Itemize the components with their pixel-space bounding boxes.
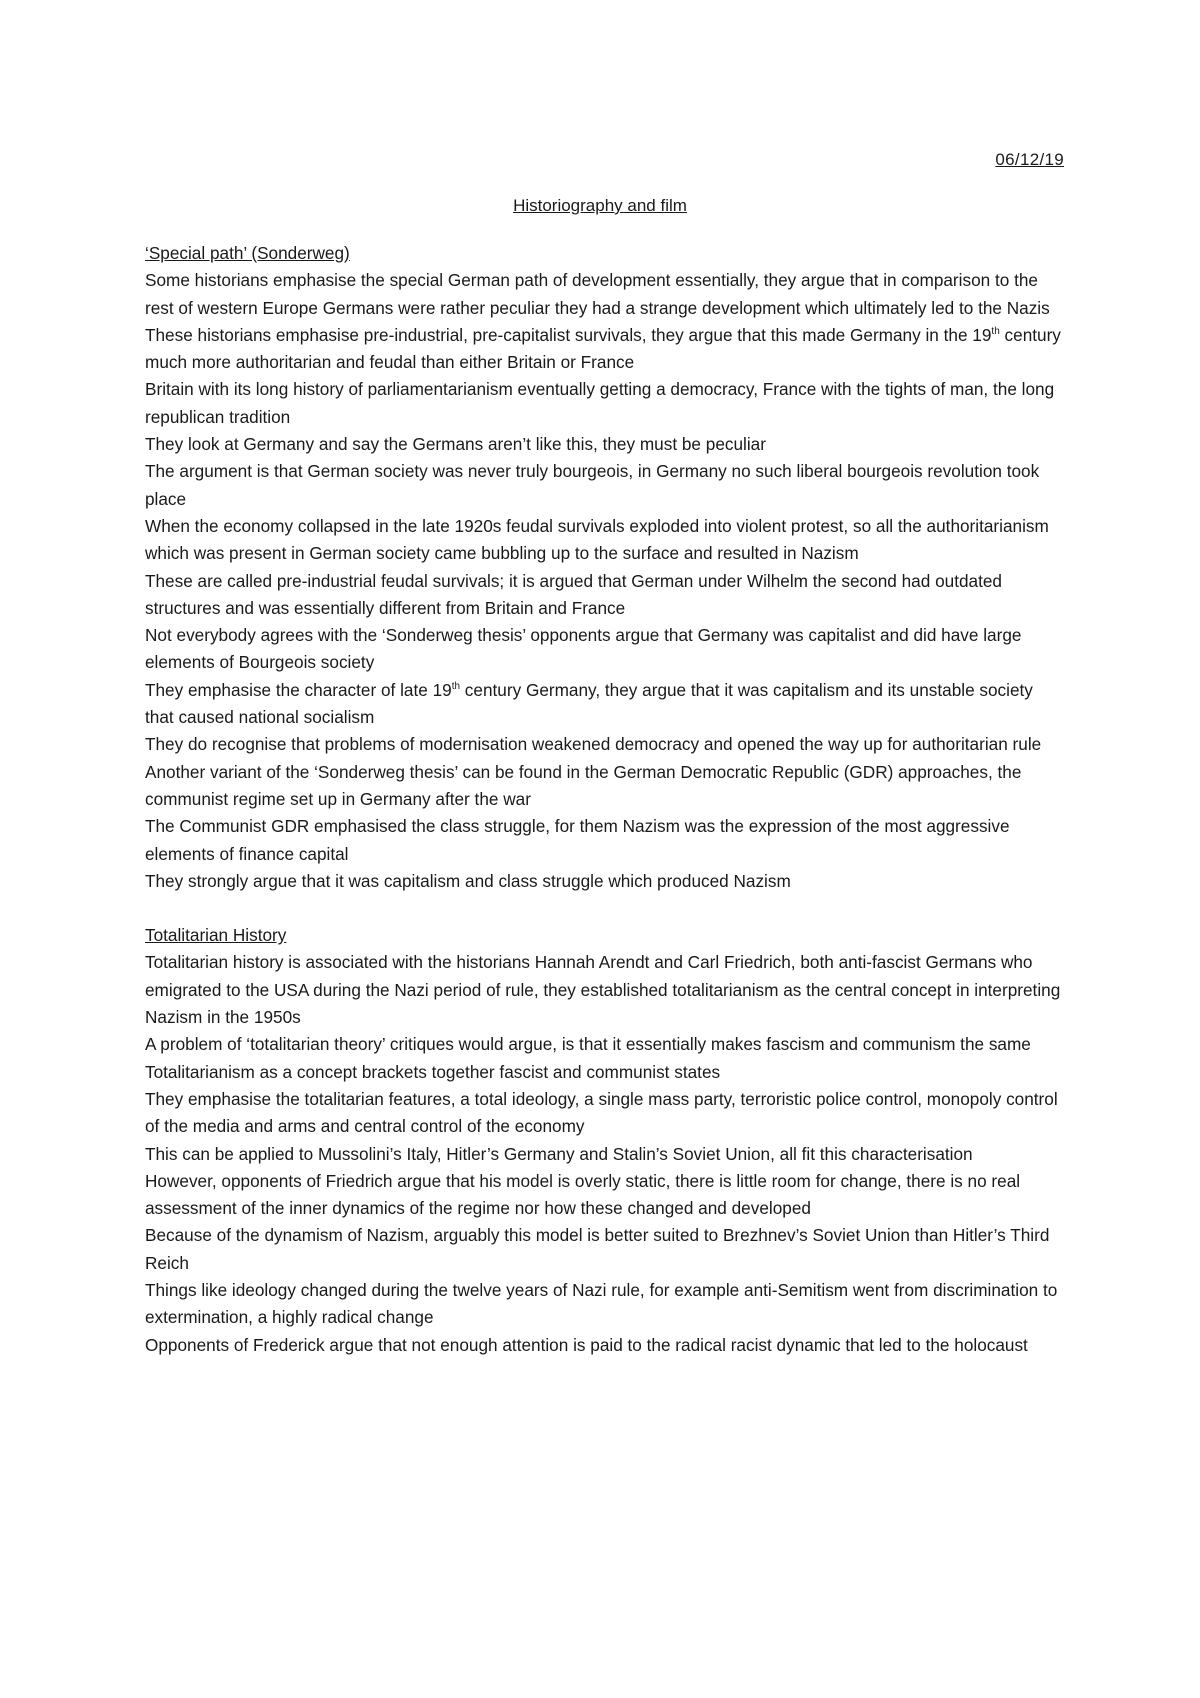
body-paragraph: They do recognise that problems of modernisation weakened democracy and opened the way up for authoritarian rule bbox=[145, 734, 1042, 755]
body-paragraph: Because of the dynamism of Nazism, arguably this model is better suited to Brezhnev’s Soviet Union than Hitler’s Third Reich bbox=[145, 1225, 1050, 1273]
body-paragraph: This can be applied to Mussolini’s Italy, Hitler’s Germany and Stalin’s Soviet Union, all fit this characterisation bbox=[145, 1143, 973, 1164]
body-paragraph: Things like ideology changed during the twelve years of Nazi rule, for example anti-Semitism went from discrimination to extermination, a highly radical change bbox=[145, 1279, 1058, 1328]
section-heading: Totalitarian History bbox=[145, 925, 287, 946]
ordinal-superscript: th bbox=[991, 325, 1000, 337]
document-date: 06/12/19 bbox=[995, 150, 1064, 169]
body-paragraph: Totalitarianism as a concept brackets together fascist and communist states bbox=[145, 1061, 721, 1082]
document-body bbox=[145, 240, 1065, 1359]
body-paragraph: Not everybody agrees with the ‘Sonderweg thesis’ opponents argue that Germany was capitalist and did have large elements of Bourgeois society bbox=[145, 625, 1022, 673]
body-paragraph: Opponents of Frederick argue that not enough attention is paid to the radical racist dynamic that led to the holocaust bbox=[145, 1334, 1028, 1355]
section-heading: ‘Special path’ (Sonderweg) bbox=[145, 243, 350, 263]
body-paragraph: These are called pre-industrial feudal survivals; it is argued that German under Wilhelm the second had outdated structures and was essentially different from Britain and France bbox=[145, 570, 1002, 618]
body-paragraph: However, opponents of Friedrich argue that his model is overly static, there is little room for change, there is no real assessment of the inner dynamics of the regime nor how these changed and developed bbox=[145, 1170, 1021, 1219]
body-paragraph: A problem of ‘totalitarian theory’ critiques would argue, is that it essentially makes fascism and communism the same bbox=[145, 1034, 1031, 1055]
body-paragraph: Britain with its long history of parliamentarianism eventually getting a democracy, France with the tights of man, the long republican tradition bbox=[145, 379, 1055, 427]
body-paragraph: They emphasise the totalitarian features, a total ideology, a single mass party, terroristic police control, monopoly control of the media and arms and central control of the economy bbox=[145, 1088, 1058, 1137]
body-paragraph: When the economy collapsed in the late 1920s feudal survivals exploded into violent protest, so all the authoritarianism which was present in German society came bubbling up to the surface and resulted in Nazism bbox=[145, 515, 1049, 564]
ordinal-superscript: th bbox=[451, 680, 461, 692]
body-paragraph: They look at Germany and say the Germans aren’t like this, they must be peculiar bbox=[145, 434, 766, 455]
document-title: Historiography and film bbox=[513, 196, 687, 215]
body-paragraph: They strongly argue that it was capitalism and class struggle which produced Nazism bbox=[145, 870, 791, 891]
body-paragraph: The Communist GDR emphasised the class struggle, for them Nazism was the expression of the most aggressive elements of finance capital bbox=[145, 816, 1010, 864]
body-paragraph: Totalitarian history is associated with the historians Hannah Arendt and Carl Friedrich, both anti-fascist Germans who emigrated to the USA during the Nazi period of rule, they established totalitarianism as the central concept in interpreting Nazism in the 1950s bbox=[145, 952, 1061, 1028]
body-paragraph: Some historians emphasise the special German path of development essentially, they argue that in comparison to the rest of western Europe Germans were rather peculiar they had a strange development which ultimately led to the Nazis bbox=[145, 270, 1050, 318]
section-spacer bbox=[145, 895, 1065, 922]
body-paragraph: These historians emphasise pre-industrial, pre-capitalist survivals, they argue that this made Germany in the 19th century much more authoritarian and feudal than either Britain or France bbox=[145, 324, 1061, 373]
body-paragraph: They emphasise the character of late 19th century Germany, they argue that it was capitalism and its unstable society that caused national socialism bbox=[145, 679, 1033, 728]
body-paragraph: The argument is that German society was never truly bourgeois, in Germany no such liberal bourgeois revolution took place bbox=[145, 461, 1040, 509]
body-paragraph: Another variant of the ‘Sonderweg thesis’ can be found in the German Democratic Republic (GDR) approaches, the communist regime set up in Germany after the war bbox=[145, 761, 1022, 809]
